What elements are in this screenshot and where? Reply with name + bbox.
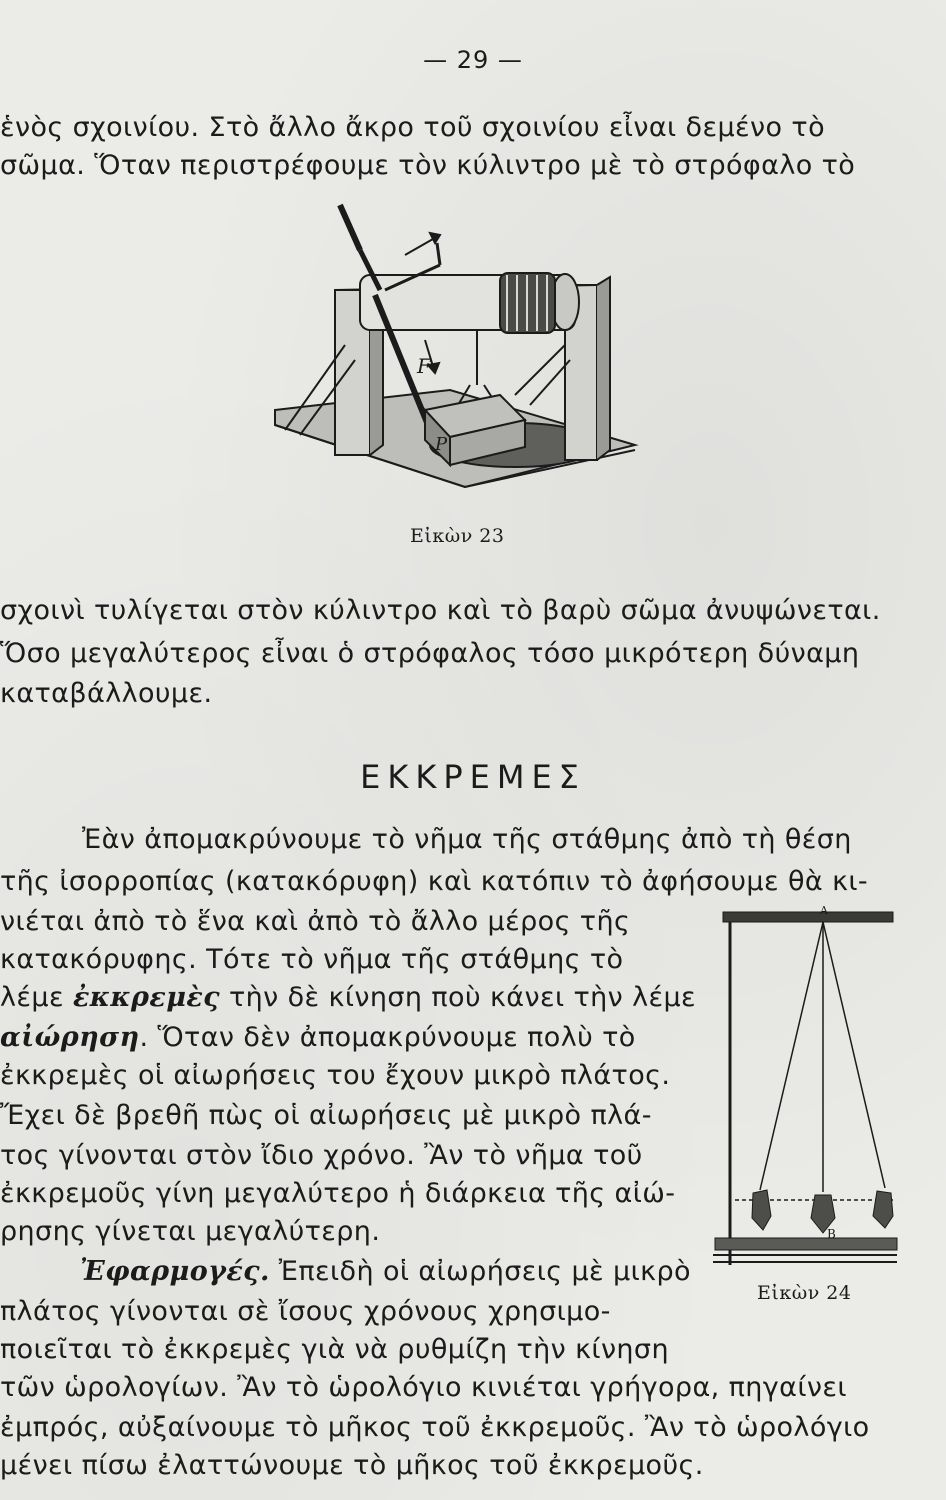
pendulum-line-1: Ἐὰν ἀπομακρύνουμε τὸ νῆμα τῆς στάθμης ἀπὸ τὴ θέση bbox=[82, 824, 852, 855]
applications-line-6: μένει πίσω ἐλαττώνουμε τὸ μῆκος τοῦ ἐκκρεμοῦς. bbox=[0, 1450, 704, 1481]
applications-line-3: ποιεῖται τὸ ἐκκρεμὲς γιὰ νὰ ρυθμίζη τὴν κίνηση bbox=[0, 1334, 669, 1365]
pendulum-line-11: ρησης γίνεται μεγαλύτερη. bbox=[0, 1216, 381, 1247]
body-line-2: Ὅσο μεγαλύτερος εἶναι ὁ στρόφαλος τόσο μικρότερη δύναμη bbox=[0, 638, 860, 669]
applications-line-2: πλάτος γίνονται σὲ ἴσους χρόνους χρησιμο- bbox=[0, 1296, 611, 1327]
body-line-3: καταβάλλουμε. bbox=[0, 678, 213, 709]
figure-24-caption: Εἰκὼν 24 bbox=[757, 1282, 852, 1304]
pendulum-line-5 bbox=[0, 984, 696, 1011]
figure-24-pendulum bbox=[705, 900, 900, 1275]
text-segment: τὴν δὲ κίνηση ποὺ κάνει τὴν λέμε bbox=[220, 982, 697, 1013]
intro-line-1: ἑνὸς σχοινίου. Στὸ ἄλλο ἄκρο τοῦ σχοινίου εἶναι δεμένο τὸ bbox=[0, 112, 825, 143]
pendulum-line-10: ἐκκρεμοῦς γίνη μεγαλύτερο ἡ διάρκεια τῆς αἰώ- bbox=[0, 1178, 676, 1209]
applications-line-4: τῶν ὡρολογίων. Ἂν τὸ ὡρολόγιο κινιέται γρήγορα, πηγαίνει bbox=[0, 1372, 847, 1403]
text-segment: Ἐπειδὴ οἱ αἰωρήσεις μὲ μικρὸ bbox=[269, 1256, 691, 1287]
text-segment: λέμε bbox=[0, 982, 73, 1013]
pendulum-line-4: κατακόρυφης. Τότε τὸ νῆμα τῆς στάθμης τὸ bbox=[0, 944, 624, 975]
figure-23-caption: Εἰκὼν 23 bbox=[410, 525, 505, 547]
pendulum-line-7: ἐκκρεμὲς οἱ αἰωρήσεις του ἔχουν μικρὸ πλάτος. bbox=[0, 1060, 671, 1091]
pendulum-line-3: νιέται ἀπὸ τὸ ἕνα καὶ ἀπὸ τὸ ἄλλο μέρος τῆς bbox=[0, 906, 631, 937]
pendulum-line-9: τος γίνονται στὸν ἴδιο χρόνο. Ἂν τὸ νῆμα τοῦ bbox=[0, 1140, 643, 1171]
label-a: A bbox=[820, 904, 828, 917]
section-title: ΕΚΚΡΕΜΕΣ bbox=[360, 758, 586, 796]
label-b: B bbox=[827, 1227, 836, 1241]
term-applications: Ἐφαρμογές. bbox=[80, 1256, 270, 1287]
applications-line-5: ἐμπρός, αὐξαίνουμε τὸ μῆκος τοῦ ἐκκρεμοῦς. Ἂν τὸ ὡρολόγιο bbox=[0, 1412, 870, 1443]
text-segment: . Ὅταν δὲν ἀπομακρύνουμε πολὺ τὸ bbox=[139, 1022, 636, 1053]
pendulum-line-2: τῆς ἰσορροπίας (κατακόρυφη) καὶ κατόπιν τὸ ἀφήσουμε θὰ κι- bbox=[0, 866, 869, 897]
term-pendulum: ἐκκρεμὲς bbox=[72, 982, 221, 1013]
term-oscillation: αἰώρηση bbox=[0, 1022, 140, 1053]
figure-23-windlass bbox=[265, 195, 645, 515]
body-line-1: σχοινὶ τυλίγεται στὸν κύλιντρο καὶ τὸ βαρὺ σῶμα ἀνυψώνεται. bbox=[0, 595, 881, 626]
applications-line-1 bbox=[80, 1258, 691, 1285]
intro-line-2: σῶμα. Ὅταν περιστρέφουμε τὸν κύλιντρο μὲ τὸ στρόφαλο τὸ bbox=[0, 150, 856, 181]
pendulum-line-8: Ἔχει δὲ βρεθῆ πὼς οἱ αἰωρήσεις μὲ μικρὸ πλά- bbox=[0, 1100, 652, 1131]
pendulum-line-6 bbox=[0, 1024, 636, 1051]
label-f: F bbox=[417, 354, 431, 378]
page-number: — 29 — bbox=[423, 46, 523, 74]
label-p: P bbox=[435, 434, 448, 455]
